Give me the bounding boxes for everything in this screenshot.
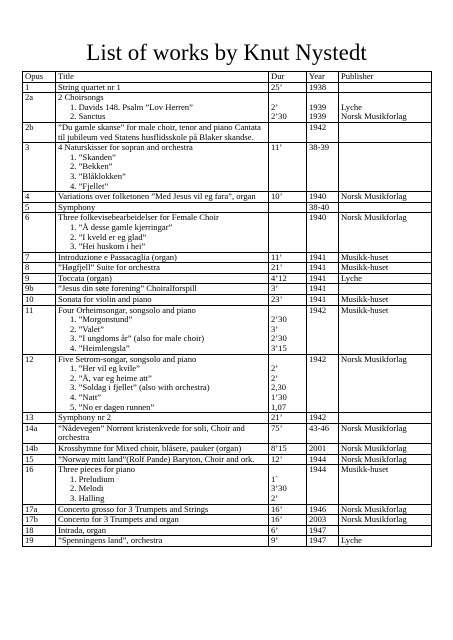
duration-value: 1,07 [271,401,287,412]
year-value: 1947 [309,525,327,535]
publisher-cell [339,305,432,354]
duration-value [271,213,304,223]
year-value: 43-46 [309,423,330,433]
sub-item: 1. Davids 148. Psalm ”Lov Herren” [70,101,193,112]
duration-value: 21’ [271,412,283,423]
opus-cell: 9 [23,273,56,284]
year-cell [307,465,339,504]
header-year: Year [307,72,339,83]
dur-cell [269,263,307,274]
year-cell [307,192,339,203]
dur-cell [269,354,307,413]
sub-item: 1. ”Morgonstund” [70,314,133,325]
sub-item: 4. ”Natt” [70,392,102,402]
sub-item: 2. ”Valet” [70,323,104,334]
year-value: 1940 [309,191,327,202]
publisher-value: Musikk-huset [341,464,389,475]
title-cell [56,465,269,504]
title-cell [56,305,269,354]
year-cell [307,305,339,354]
title-cell [56,273,269,284]
duration-value: 21’ [271,262,283,273]
publisher-value: Norsk Musikforlag [341,354,407,364]
dur-cell [269,305,307,354]
opus-cell: 1 [23,82,56,93]
work-title: Variations over folketonen ”Med Jesus vil eg fara”, organ [58,191,256,202]
work-title: ”Jesus din søte forening” Choiralforspill [58,283,197,294]
duration-value: 12’ [271,454,283,464]
publisher-value: Norsk Musikforlag [341,443,407,453]
publisher-cell [339,515,432,526]
table-row [23,423,432,443]
year-cell [307,423,339,443]
year-cell [307,413,339,424]
title-cell [56,454,269,465]
year-value: 1941 [309,294,327,305]
publisher-cell [339,295,432,306]
title-cell [56,354,269,413]
year-cell [307,454,339,465]
year-value: 1942 [309,354,327,364]
page-title: List of works by Knut Nystedt [86,40,367,65]
table-row [23,284,432,295]
title-cell [56,515,269,526]
publisher-cell [339,93,432,123]
opus-cell: 17a [23,504,56,515]
publisher-cell [339,443,432,454]
duration-value: 23’ [271,294,283,305]
sub-item: 2. Sanctus [70,111,106,122]
publisher-value: Lyche [341,273,362,283]
work-title: ”Du gamle skanse” for male choir, tenor and piano Cantata til jubileum ved Statens husflidsskole på Blaker skandse. [58,122,261,142]
duration-value: 10’ [271,191,283,202]
dur-cell [269,504,307,515]
table-row [23,465,432,504]
title-cell [56,504,269,515]
duration-value: 75’ [271,423,283,433]
table-row [23,263,432,274]
duration-value: 2,30 [271,382,287,393]
table-row [23,515,432,526]
duration-value: 2’ [271,372,279,383]
duration-value: 8’15 [271,443,287,453]
year-value: 1938 [309,82,327,92]
publisher-value: Musikk-huset [341,262,389,273]
publisher-cell [339,284,432,295]
duration-value: 11’ [271,252,283,262]
dur-cell [269,295,307,306]
dur-cell [269,423,307,443]
table-row [23,82,432,93]
title-cell [56,82,269,93]
year-cell [307,252,339,263]
duration-value: 25’ [271,82,283,92]
duration-value: 2’30 [271,111,287,122]
dur-cell [269,192,307,203]
opus-cell: 19 [23,536,56,547]
dur-cell [269,252,307,263]
work-title: Introduzione e Passacaglia (organ) [58,252,177,262]
duration-value [271,203,304,213]
publisher-cell [339,143,432,192]
title-cell [56,295,269,306]
table-row [23,305,432,354]
year-cell [307,202,339,213]
dur-cell [269,525,307,536]
work-title: Concerto for 3 Trumpets and organ [58,514,179,525]
publisher-value: Musikk-huset [341,305,389,315]
title-cell [56,263,269,274]
duration-value: 3’ [271,283,279,294]
year-cell [307,213,339,252]
year-cell [307,122,339,142]
publisher-cell [339,82,432,93]
title-cell [56,525,269,536]
year-cell [307,295,339,306]
table-row [23,252,432,263]
opus-cell: 4 [23,192,56,203]
header-dur: Dur [269,72,307,83]
table-row [23,525,432,536]
table-row [23,413,432,424]
header-title: Title [56,72,269,83]
table-row [23,443,432,454]
year-value: 1941 [309,283,327,294]
title-cell [56,213,269,252]
sub-item: 1. ”Her vil eg kvile” [70,363,140,374]
publisher-cell [339,263,432,274]
title-cell [56,423,269,443]
publisher-value: Norsk Musikforlag [341,111,407,122]
sub-item: 2. ”Bekken” [70,161,113,172]
year-value: 2003 [309,514,327,525]
table-row [23,354,432,413]
year-cell [307,284,339,295]
title-cell [56,443,269,454]
work-title: Four Orheimsongar, songsolo and piano [58,305,196,315]
title-cell [56,284,269,295]
sub-item: 2. ”Å, var eg heime att” [70,372,152,383]
year-value: 1940 [309,212,327,223]
publisher-value: Norsk Musikforlag [341,514,407,525]
year-value: 1944 [309,454,327,464]
dur-cell [269,213,307,252]
year-value: 1942 [309,305,327,315]
publisher-value: Musikk-huset [341,252,389,262]
opus-cell: 16 [23,465,56,504]
duration-value: 4’12 [271,273,287,283]
publisher-value [341,123,429,133]
dur-cell [269,273,307,284]
opus-cell: 6 [23,213,56,252]
year-value: 1941 [309,273,327,283]
publisher-value: Norsk Musikforlag [341,191,407,202]
publisher-cell [339,504,432,515]
work-title: Concerto grosso for 3 Trumpets and Strings [58,504,209,514]
dur-cell [269,465,307,504]
year-value: 38-39 [309,142,330,153]
dur-cell [269,284,307,295]
year-cell [307,273,339,284]
duration-value: 3’30 [271,483,287,494]
year-value: 1946 [309,504,327,514]
publisher-value: Lyche [341,535,362,546]
opus-cell: 17b [23,515,56,526]
duration-value: 16’ [271,514,283,525]
year-value: 1939 [309,101,327,112]
table-row [23,536,432,547]
publisher-cell [339,192,432,203]
opus-cell: 11 [23,305,56,354]
year-cell [307,93,339,123]
opus-cell: 14b [23,443,56,454]
publisher-cell [339,252,432,263]
publisher-cell [339,122,432,142]
opus-cell: 2a [23,93,56,123]
opus-cell: 15 [23,454,56,465]
publisher-cell [339,536,432,547]
work-title: String quartet nr 1 [58,82,121,92]
publisher-value: Norsk Musikforlag [341,423,407,433]
year-cell [307,354,339,413]
table-row [23,143,432,192]
work-title: ”Norway mitt land”(Rolf Pande) Baryton, Choir and ork. [58,454,255,464]
table-row [23,122,432,142]
header-opus: Opus [23,72,56,83]
duration-value: 9’ [271,535,279,546]
publisher-value [341,83,429,93]
year-cell [307,536,339,547]
publisher-value [341,143,429,153]
publisher-cell [339,273,432,284]
sub-item: 4. ”Heimlengsla” [70,343,130,354]
opus-cell: 7 [23,252,56,263]
dur-cell [269,202,307,213]
duration-value: 1’30 [271,392,287,402]
duration-value [271,123,304,133]
opus-cell: 18 [23,525,56,536]
sub-item: 2. Melodi [70,483,104,494]
publisher-value [341,203,429,213]
sub-item: 3. ”I ungdoms år” (also for male choir) [70,333,205,344]
publisher-value: Norsk Musikforlag [341,212,407,223]
year-cell [307,443,339,454]
duration-value: 2’30 [271,333,287,344]
sub-item: 5. ”No er dagen runnen” [70,401,155,412]
year-value: 1939 [309,111,327,122]
duration-value: 6’ [271,525,279,535]
title-cell [56,192,269,203]
dur-cell [269,454,307,465]
duration-value: 2’ [271,101,279,112]
publisher-cell [339,423,432,443]
table-row [23,454,432,465]
title-cell [56,202,269,213]
opus-cell: 3 [23,143,56,192]
dur-cell [269,536,307,547]
year-value: 1941 [309,262,327,273]
title-cell [56,122,269,142]
work-title: 2 Choirsongs [58,92,104,103]
opus-cell: 2b [23,122,56,142]
title-cell [56,93,269,123]
table-row [23,202,432,213]
work-title: ”Nådevegen” Norrønt kristenkvede for soli, Choir and orchestra [58,423,245,443]
year-cell [307,263,339,274]
work-title: ”Spenningens land”, orchestra [58,535,163,546]
table-row [23,295,432,306]
duration-value: 1` [271,473,279,484]
year-value: 1947 [309,535,327,546]
year-value: 1942 [309,412,327,423]
table-row [23,504,432,515]
duration-value: 2’30 [271,314,287,325]
dur-cell [269,443,307,454]
year-value: 1942 [309,122,327,132]
year-value: 38-40 [309,202,330,212]
year-value: 1941 [309,252,327,262]
sub-item: 3. ”Soldag i fjellet” (also with orchestra) [70,382,210,393]
publisher-cell [339,202,432,213]
year-value: 1944 [309,464,327,475]
sub-item: 2. ”I kveld er eg glad” [70,231,147,242]
publisher-value: Musikk-huset [341,294,389,305]
duration-value: 2’ [271,492,279,503]
work-title: Krosshymne for Mixed choir, blåsere, pauker (organ) [58,443,242,453]
publisher-cell [339,465,432,504]
publisher-value [341,284,429,294]
work-title: Symphony [58,202,96,212]
year-cell [307,143,339,192]
table-header-row [23,72,432,83]
duration-value: 2’ [271,363,279,374]
publisher-value: Norsk Musikforlag [341,454,407,464]
work-title: ”Høgfjell” Suite for orchestra [58,262,160,273]
year-cell [307,515,339,526]
table-row [23,213,432,252]
sub-item: 3. ”Hei huskom i hei” [70,241,146,252]
work-title: Sonata for violin and piano [58,294,152,305]
year-value: 2001 [309,443,327,453]
title-cell [56,143,269,192]
title-cell [56,252,269,263]
title-cell [56,413,269,424]
dur-cell [269,93,307,123]
duration-value: 3’ [271,323,279,334]
dur-cell [269,413,307,424]
year-cell [307,504,339,515]
publisher-cell [339,413,432,424]
publisher-value [341,413,429,423]
sub-item: 4. ”Fjellet” [70,180,109,191]
publisher-cell [339,354,432,413]
publisher-cell [339,525,432,536]
table-row [23,93,432,123]
title-cell [56,536,269,547]
work-title: Five Setrom-songar, songsolo and piano [58,354,197,364]
sub-item: 3. Halling [70,492,105,503]
sub-item: 1. ”Å desse gamle kjerringar” [70,221,173,232]
work-title: Three folkevisebearbeidelser for Female Choir [58,212,219,223]
table-row [23,192,432,203]
opus-cell: 12 [23,354,56,413]
sub-item: 1. ”Skanden” [70,151,116,162]
publisher-value [341,526,429,536]
work-title: Intrada, organ [58,525,107,535]
opus-cell: 5 [23,202,56,213]
publisher-cell [339,454,432,465]
duration-value: 16’ [271,504,283,514]
dur-cell [269,143,307,192]
table-row [23,273,432,284]
opus-cell: 14a [23,423,56,443]
opus-cell: 13 [23,413,56,424]
dur-cell [269,82,307,93]
opus-cell: 8 [23,263,56,274]
work-title: Symphony nr 2 [58,412,111,423]
sub-item: 1. Preludium [70,473,115,484]
year-cell [307,82,339,93]
duration-value: 11’ [271,142,283,153]
opus-cell: 9b [23,284,56,295]
sub-item: 3. ”Blåklokken” [70,170,126,181]
year-cell [307,525,339,536]
opus-cell: 10 [23,295,56,306]
duration-value: 3’15 [271,343,287,354]
dur-cell [269,515,307,526]
work-title: Toccata (organ) [58,273,112,283]
work-title: 4 Naturskisser for sopran and orchestra [58,142,193,153]
works-table [22,71,432,547]
work-title: Three pieces for piano [58,464,136,475]
header-publisher: Publisher [339,72,432,83]
publisher-value: Norsk Musikforlag [341,504,407,514]
dur-cell [269,122,307,142]
publisher-cell [339,213,432,252]
publisher-value: Lyche [341,101,362,112]
